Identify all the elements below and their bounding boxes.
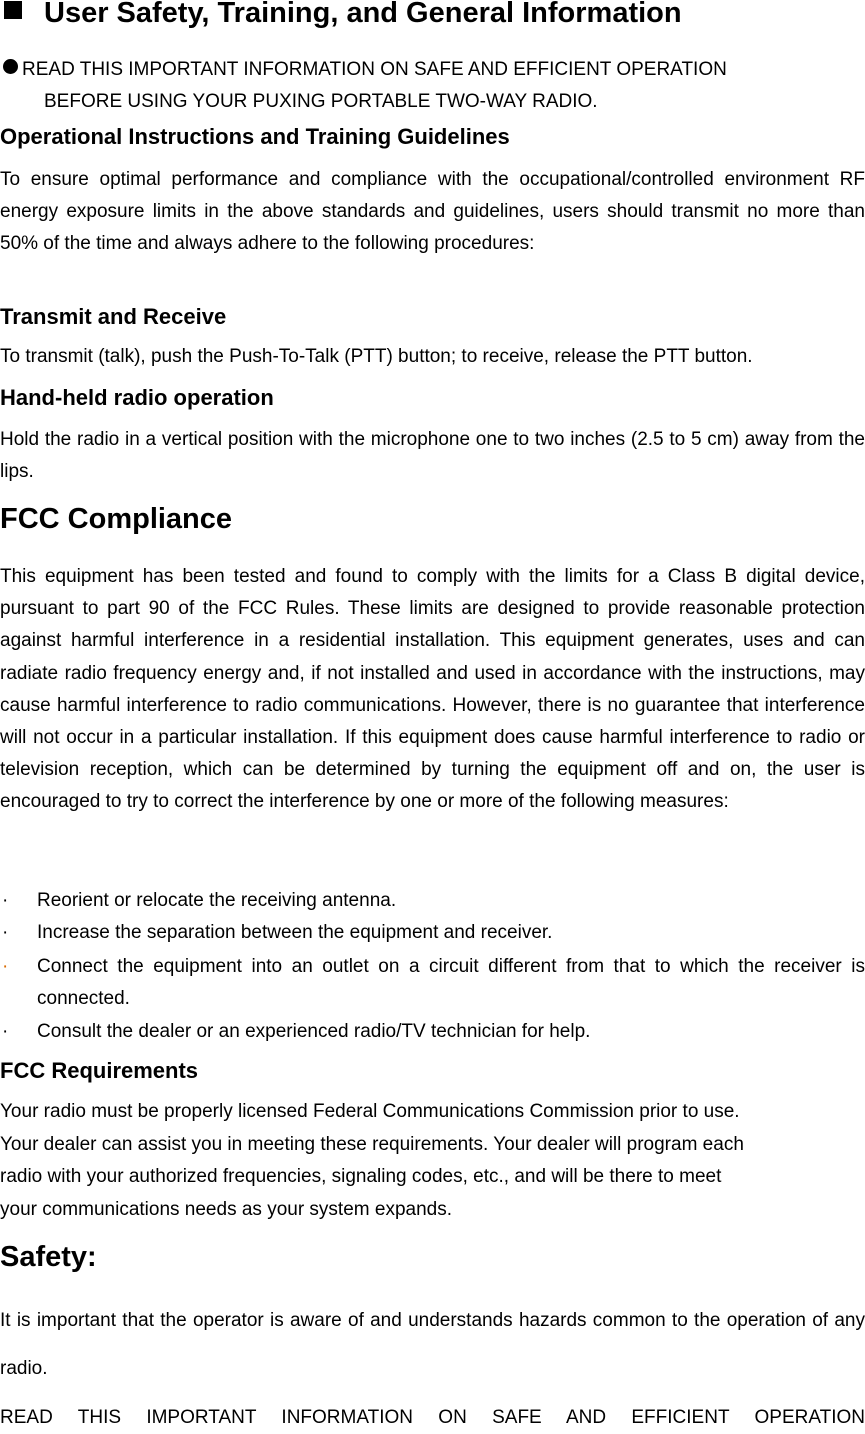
fcc-compliance-body: This equipment has been tested and found to comply with the limits for a Class B digital device, pursuant to part 90 of the FCC Rules. These limits are designed to provide reasonable protection against harmful interference in a residential installation. This equipment generates, uses and can radiate radio frequency energy and, if not installed and used in accordance with the instructions, may cause harmful interference to radio communications. However, there is no guarantee that interference will not occur in a particular installation. If this equipment does cause harmful interference to radio or television reception, which can be determined by turning the equipment off and on, the user is encouraged to try to correct the interference by one or more of the following measures: bbox=[0, 566, 865, 813]
list-item bbox=[0, 885, 865, 917]
page-title-text: User Safety, Training, and General Information bbox=[44, 0, 682, 29]
requirements-line: Your dealer can assist you in meeting these requirements. Your dealer will program each bbox=[0, 1133, 744, 1155]
fcc-measures-list bbox=[0, 885, 865, 1048]
safety-trailing-line bbox=[0, 1402, 865, 1434]
bullet-marker: · bbox=[2, 890, 9, 911]
round-bullet-icon bbox=[3, 59, 18, 74]
operational-body: To ensure optimal performance and compliance with the occupational/controlled environment RF energy exposure limits in the above standards and guidelines, users should transmit no more than 50% of the time and always adhere to the following procedures: bbox=[0, 169, 865, 255]
fcc-requirements-heading: FCC Requirements bbox=[0, 1058, 199, 1083]
requirements-line: radio with your authorized frequencies, signaling codes, etc., and will be there to meet bbox=[0, 1166, 722, 1187]
intro-line-1: READ THIS IMPORTANT INFORMATION ON SAFE AND EFFICIENT OPERATION bbox=[22, 59, 727, 80]
measure-text: Connect the equipment into an outlet on a circuit different from that to which the receiver is connected. bbox=[37, 956, 865, 1009]
list-item bbox=[0, 917, 865, 949]
fcc-compliance-heading: FCC Compliance bbox=[0, 503, 233, 535]
safety-heading: Safety: bbox=[0, 1241, 97, 1273]
requirements-line: Your radio must be properly licensed Federal Communications Commission prior to use. bbox=[0, 1101, 740, 1122]
measure-text: Reorient or relocate the receiving antenna. bbox=[37, 890, 397, 911]
safety-body: It is important that the operator is aware of and understands hazards common to the operation of any radio. bbox=[0, 1310, 865, 1379]
transmit-body: To transmit (talk), push the Push-To-Talk (PTT) button; to receive, release the PTT button. bbox=[0, 346, 753, 367]
bullet-marker: · bbox=[2, 922, 9, 943]
measure-text: Consult the dealer or an experienced radio/TV technician for help. bbox=[37, 1021, 591, 1042]
transmit-heading: Transmit and Receive bbox=[0, 304, 227, 329]
operational-heading: Operational Instructions and Training Guidelines bbox=[0, 124, 510, 149]
bullet-marker: · bbox=[2, 1021, 9, 1042]
intro-line-2: BEFORE USING YOUR PUXING PORTABLE TWO-WAY RADIO. bbox=[44, 91, 598, 112]
square-bullet-icon bbox=[4, 1, 22, 19]
bullet-marker: · bbox=[2, 956, 9, 977]
handheld-body: Hold the radio in a vertical position with the microphone one to two inches (2.5 to 5 cm) away from the lips. bbox=[0, 429, 865, 483]
list-item bbox=[0, 951, 865, 1015]
safety-trailing-text: READ THIS IMPORTANT INFORMATION ON SAFE AND EFFICIENT OPERATION bbox=[0, 1407, 865, 1428]
handheld-heading: Hand-held radio operation bbox=[0, 385, 274, 410]
measure-text: Increase the separation between the equipment and receiver. bbox=[37, 922, 553, 943]
fcc-requirements-body bbox=[0, 1096, 865, 1226]
page-title bbox=[0, 0, 865, 33]
requirements-line: your communications needs as your system expands. bbox=[0, 1198, 452, 1220]
list-item bbox=[0, 1016, 865, 1048]
